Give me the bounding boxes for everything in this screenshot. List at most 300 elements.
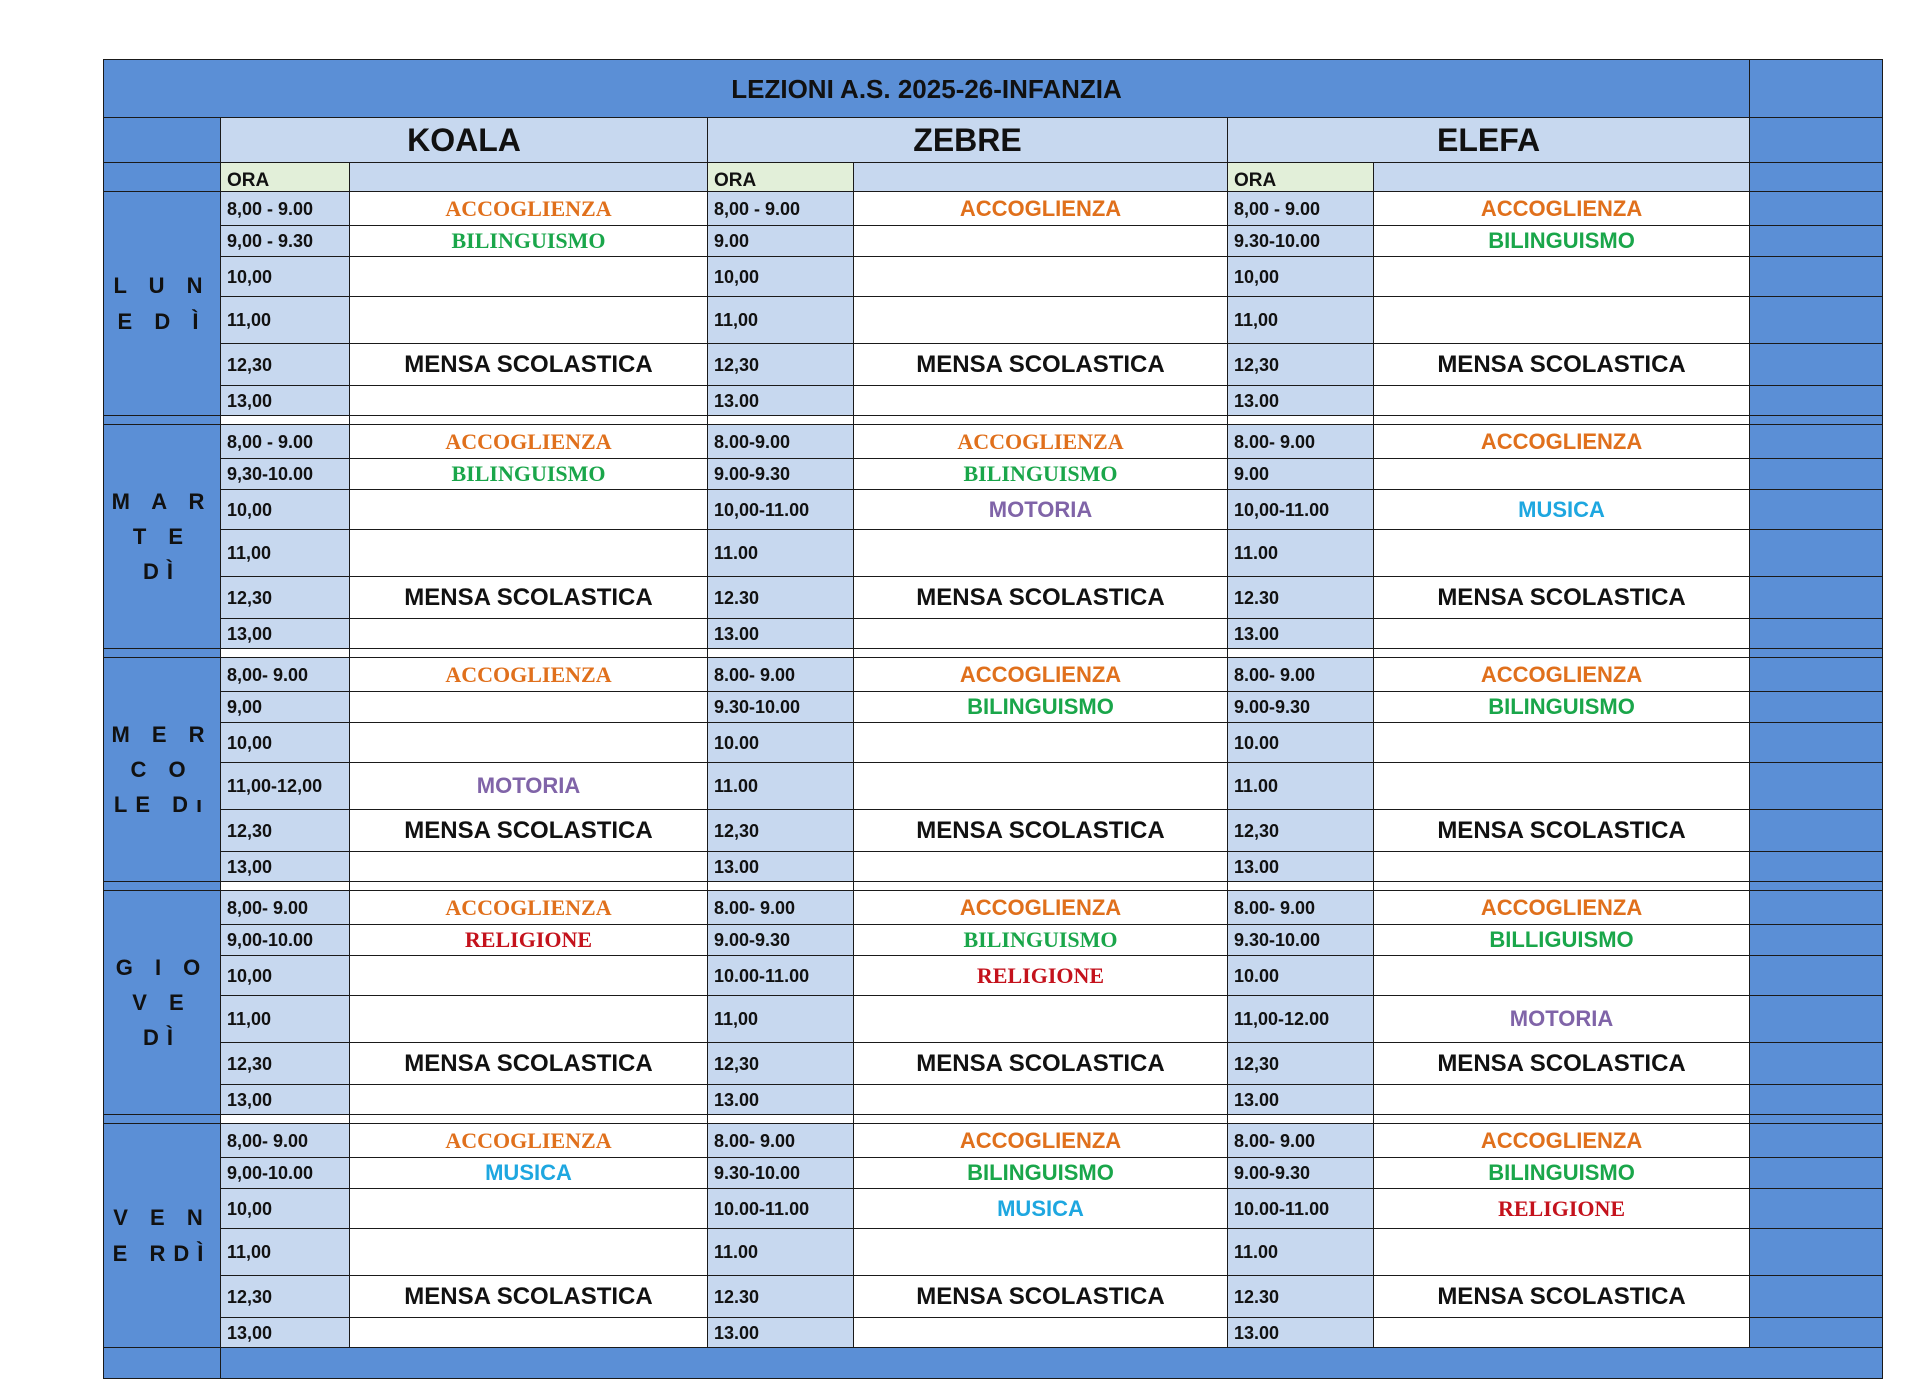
table-row bbox=[104, 577, 1883, 619]
activity-cell-zebre bbox=[854, 763, 1228, 810]
activity-cell-elefa: BILINGUISMO bbox=[1374, 692, 1750, 723]
activity-cell-koala bbox=[350, 257, 708, 297]
table-row bbox=[104, 658, 1883, 692]
time-cell-elefa: 11,00-12.00 bbox=[1228, 996, 1374, 1043]
side-cell bbox=[1750, 1318, 1883, 1348]
side-cell bbox=[1750, 723, 1883, 763]
time-cell-zebre: 9.00-9.30 bbox=[708, 459, 854, 490]
table-row bbox=[104, 226, 1883, 257]
separator-cell bbox=[350, 882, 708, 891]
table-row bbox=[104, 425, 1883, 459]
separator-cell bbox=[1750, 416, 1883, 425]
table-row bbox=[104, 619, 1883, 649]
time-cell-elefa: 10.00 bbox=[1228, 723, 1374, 763]
separator-cell bbox=[1750, 882, 1883, 891]
table-row bbox=[104, 996, 1883, 1043]
side-cell bbox=[1750, 810, 1883, 852]
table-row bbox=[104, 192, 1883, 226]
separator-cell bbox=[1228, 1115, 1374, 1124]
table-row bbox=[104, 1318, 1883, 1348]
separator-cell bbox=[854, 649, 1228, 658]
time-cell-elefa: 9.00-9.30 bbox=[1228, 692, 1374, 723]
day-label: M E R C O LE Dı bbox=[104, 658, 221, 882]
time-cell-elefa: 12,30 bbox=[1228, 1043, 1374, 1085]
time-cell-zebre: 13.00 bbox=[708, 1085, 854, 1115]
table-row bbox=[104, 530, 1883, 577]
time-cell-koala: 9,00-10.00 bbox=[221, 1158, 350, 1189]
activity-cell-elefa bbox=[1374, 530, 1750, 577]
activity-cell-elefa: BILLIGUISMO bbox=[1374, 925, 1750, 956]
time-cell-koala: 9,30-10.00 bbox=[221, 459, 350, 490]
separator-cell bbox=[854, 1115, 1228, 1124]
separator-cell bbox=[350, 416, 708, 425]
time-cell-zebre: 9.00 bbox=[708, 226, 854, 257]
footer-corner bbox=[104, 1348, 221, 1379]
side-cell bbox=[1750, 257, 1883, 297]
separator-cell bbox=[221, 882, 350, 891]
time-cell-zebre: 10,00 bbox=[708, 257, 854, 297]
time-cell-elefa: 13.00 bbox=[1228, 1318, 1374, 1348]
footer-bar bbox=[221, 1348, 1883, 1379]
time-cell-zebre: 13.00 bbox=[708, 619, 854, 649]
corner-cell bbox=[104, 118, 221, 163]
activity-cell-elefa: MENSA SCOLASTICA bbox=[1374, 1276, 1750, 1318]
time-cell-elefa: 13.00 bbox=[1228, 852, 1374, 882]
activity-cell-koala: MENSA SCOLASTICA bbox=[350, 1043, 708, 1085]
time-cell-koala: 8,00 - 9.00 bbox=[221, 425, 350, 459]
activity-cell-zebre bbox=[854, 297, 1228, 344]
activity-cell-koala: MENSA SCOLASTICA bbox=[350, 810, 708, 852]
time-cell-koala: 12,30 bbox=[221, 1043, 350, 1085]
activity-cell-zebre bbox=[854, 1085, 1228, 1115]
time-cell-elefa: 9.30-10.00 bbox=[1228, 226, 1374, 257]
activity-cell-elefa bbox=[1374, 1085, 1750, 1115]
time-cell-elefa: 9.30-10.00 bbox=[1228, 925, 1374, 956]
separator-cell bbox=[708, 882, 854, 891]
table-row bbox=[104, 257, 1883, 297]
separator-cell bbox=[1228, 416, 1374, 425]
time-cell-zebre: 9.30-10.00 bbox=[708, 692, 854, 723]
time-cell-elefa: 9.00 bbox=[1228, 459, 1374, 490]
time-cell-zebre: 10.00-11.00 bbox=[708, 1189, 854, 1229]
table-row bbox=[104, 1158, 1883, 1189]
time-cell-elefa: 10.00-11.00 bbox=[1228, 1189, 1374, 1229]
separator-cell bbox=[854, 882, 1228, 891]
side-cell bbox=[1750, 852, 1883, 882]
time-cell-koala: 8,00- 9.00 bbox=[221, 1124, 350, 1158]
time-cell-zebre: 8.00- 9.00 bbox=[708, 1124, 854, 1158]
time-cell-koala: 8,00- 9.00 bbox=[221, 891, 350, 925]
day-label: G I O V E DÌ bbox=[104, 891, 221, 1115]
activity-cell-zebre bbox=[854, 386, 1228, 416]
time-cell-elefa: 11.00 bbox=[1228, 530, 1374, 577]
time-cell-elefa: 10,00-11.00 bbox=[1228, 490, 1374, 530]
activity-cell-elefa bbox=[1374, 297, 1750, 344]
time-cell-elefa: 11,00 bbox=[1228, 297, 1374, 344]
table-row bbox=[104, 956, 1883, 996]
time-cell-koala: 12,30 bbox=[221, 810, 350, 852]
time-cell-elefa: 8.00- 9.00 bbox=[1228, 425, 1374, 459]
activity-cell-elefa: BILINGUISMO bbox=[1374, 1158, 1750, 1189]
table-row bbox=[104, 763, 1883, 810]
time-cell-elefa: 12,30 bbox=[1228, 810, 1374, 852]
time-cell-elefa: 13.00 bbox=[1228, 386, 1374, 416]
table-row bbox=[104, 692, 1883, 723]
table-row bbox=[104, 1189, 1883, 1229]
table-row bbox=[104, 1124, 1883, 1158]
separator-cell bbox=[221, 649, 350, 658]
activity-cell-elefa: MENSA SCOLASTICA bbox=[1374, 1043, 1750, 1085]
corner-cell bbox=[104, 163, 221, 192]
time-cell-zebre: 11.00 bbox=[708, 1229, 854, 1276]
time-cell-zebre: 13.00 bbox=[708, 1318, 854, 1348]
time-cell-zebre: 11,00 bbox=[708, 996, 854, 1043]
time-cell-elefa: 12.30 bbox=[1228, 577, 1374, 619]
table-row bbox=[104, 723, 1883, 763]
activity-cell-elefa bbox=[1374, 257, 1750, 297]
activity-cell-zebre: MOTORIA bbox=[854, 490, 1228, 530]
side-cell bbox=[1750, 577, 1883, 619]
activity-cell-elefa: MUSICA bbox=[1374, 490, 1750, 530]
activity-cell-koala: ACCOGLIENZA bbox=[350, 425, 708, 459]
activity-cell-elefa: MOTORIA bbox=[1374, 996, 1750, 1043]
timetable bbox=[103, 59, 1883, 1379]
ora-spacer bbox=[854, 163, 1228, 192]
time-cell-koala: 13,00 bbox=[221, 1318, 350, 1348]
activity-cell-zebre: ACCOGLIENZA bbox=[854, 891, 1228, 925]
side-cell bbox=[1750, 192, 1883, 226]
side-cell bbox=[1750, 163, 1883, 192]
time-cell-koala: 8,00 - 9.00 bbox=[221, 192, 350, 226]
time-cell-elefa: 12.30 bbox=[1228, 1276, 1374, 1318]
separator-cell bbox=[708, 416, 854, 425]
separator-cell bbox=[221, 416, 350, 425]
ora-label-zebre: ORA bbox=[708, 163, 854, 192]
time-cell-elefa: 8,00 - 9.00 bbox=[1228, 192, 1374, 226]
day-label: V E N E RDÌ bbox=[104, 1124, 221, 1348]
day-separator bbox=[104, 649, 1883, 658]
ora-spacer bbox=[350, 163, 708, 192]
separator-cell bbox=[1750, 649, 1883, 658]
time-cell-zebre: 8.00- 9.00 bbox=[708, 891, 854, 925]
activity-cell-zebre bbox=[854, 852, 1228, 882]
time-cell-koala: 10,00 bbox=[221, 257, 350, 297]
day-separator bbox=[104, 1115, 1883, 1124]
activity-cell-koala bbox=[350, 723, 708, 763]
activity-cell-elefa: ACCOGLIENZA bbox=[1374, 1124, 1750, 1158]
activity-cell-zebre bbox=[854, 723, 1228, 763]
activity-cell-zebre: MENSA SCOLASTICA bbox=[854, 1043, 1228, 1085]
time-cell-zebre: 12,30 bbox=[708, 810, 854, 852]
table-row bbox=[104, 852, 1883, 882]
time-cell-koala: 10,00 bbox=[221, 490, 350, 530]
table-row bbox=[104, 490, 1883, 530]
time-cell-koala: 9,00-10.00 bbox=[221, 925, 350, 956]
activity-cell-elefa bbox=[1374, 763, 1750, 810]
activity-cell-elefa bbox=[1374, 723, 1750, 763]
activity-cell-zebre: MENSA SCOLASTICA bbox=[854, 810, 1228, 852]
class-header-elefa: ELEFA bbox=[1228, 118, 1750, 163]
day-label: M A R T E DÌ bbox=[104, 425, 221, 649]
activity-cell-koala: ACCOGLIENZA bbox=[350, 1124, 708, 1158]
activity-cell-koala: MENSA SCOLASTICA bbox=[350, 577, 708, 619]
activity-cell-zebre: MENSA SCOLASTICA bbox=[854, 1276, 1228, 1318]
separator-cell bbox=[104, 649, 221, 658]
side-cell bbox=[1750, 1043, 1883, 1085]
activity-cell-koala bbox=[350, 1229, 708, 1276]
side-cell bbox=[1750, 619, 1883, 649]
time-cell-koala: 13,00 bbox=[221, 386, 350, 416]
day-separator bbox=[104, 882, 1883, 891]
separator-cell bbox=[1374, 649, 1750, 658]
side-cell bbox=[1750, 692, 1883, 723]
time-cell-koala: 10,00 bbox=[221, 1189, 350, 1229]
time-cell-zebre: 8.00-9.00 bbox=[708, 425, 854, 459]
activity-cell-elefa bbox=[1374, 386, 1750, 416]
time-cell-zebre: 12.30 bbox=[708, 1276, 854, 1318]
ora-spacer bbox=[1374, 163, 1750, 192]
separator-cell bbox=[350, 1115, 708, 1124]
time-cell-zebre: 9.00-9.30 bbox=[708, 925, 854, 956]
activity-cell-koala bbox=[350, 1085, 708, 1115]
time-cell-zebre: 10.00-11.00 bbox=[708, 956, 854, 996]
activity-cell-koala: MENSA SCOLASTICA bbox=[350, 1276, 708, 1318]
time-cell-zebre: 8.00- 9.00 bbox=[708, 658, 854, 692]
time-cell-zebre: 13.00 bbox=[708, 386, 854, 416]
time-cell-zebre: 13.00 bbox=[708, 852, 854, 882]
page-title: LEZIONI A.S. 2025-26-INFANZIA bbox=[104, 60, 1750, 118]
time-cell-elefa: 11.00 bbox=[1228, 1229, 1374, 1276]
activity-cell-koala: ACCOGLIENZA bbox=[350, 192, 708, 226]
separator-cell bbox=[854, 416, 1228, 425]
side-cell bbox=[1750, 386, 1883, 416]
activity-cell-zebre: BILINGUISMO bbox=[854, 459, 1228, 490]
side-cell bbox=[1750, 425, 1883, 459]
activity-cell-koala bbox=[350, 956, 708, 996]
ora-label-koala: ORA bbox=[221, 163, 350, 192]
side-cell bbox=[1750, 226, 1883, 257]
activity-cell-koala bbox=[350, 490, 708, 530]
side-cell bbox=[1750, 1085, 1883, 1115]
time-cell-zebre: 12,30 bbox=[708, 1043, 854, 1085]
activity-cell-koala bbox=[350, 1318, 708, 1348]
separator-cell bbox=[1228, 882, 1374, 891]
time-cell-koala: 10,00 bbox=[221, 956, 350, 996]
activity-cell-koala: BILINGUISMO bbox=[350, 459, 708, 490]
activity-cell-koala: MENSA SCOLASTICA bbox=[350, 344, 708, 386]
activity-cell-zebre: MENSA SCOLASTICA bbox=[854, 577, 1228, 619]
time-cell-koala: 11,00 bbox=[221, 297, 350, 344]
activity-cell-koala: BILINGUISMO bbox=[350, 226, 708, 257]
side-cell bbox=[1750, 459, 1883, 490]
time-cell-zebre: 10,00-11.00 bbox=[708, 490, 854, 530]
activity-cell-zebre bbox=[854, 257, 1228, 297]
separator-cell bbox=[1374, 1115, 1750, 1124]
separator-cell bbox=[1228, 649, 1374, 658]
table-row bbox=[104, 459, 1883, 490]
activity-cell-zebre: ACCOGLIENZA bbox=[854, 192, 1228, 226]
side-cell bbox=[1750, 297, 1883, 344]
side-cell bbox=[1750, 1189, 1883, 1229]
separator-cell bbox=[221, 1115, 350, 1124]
activity-cell-elefa bbox=[1374, 1318, 1750, 1348]
time-cell-koala: 9,00 bbox=[221, 692, 350, 723]
activity-cell-elefa: MENSA SCOLASTICA bbox=[1374, 577, 1750, 619]
footer-row bbox=[104, 1348, 1883, 1379]
time-cell-zebre: 8,00 - 9.00 bbox=[708, 192, 854, 226]
time-cell-elefa: 9.00-9.30 bbox=[1228, 1158, 1374, 1189]
side-cell bbox=[1750, 1229, 1883, 1276]
time-cell-elefa: 13.00 bbox=[1228, 1085, 1374, 1115]
activity-cell-koala: MOTORIA bbox=[350, 763, 708, 810]
activity-cell-elefa bbox=[1374, 1229, 1750, 1276]
activity-cell-elefa: ACCOGLIENZA bbox=[1374, 658, 1750, 692]
table-row bbox=[104, 1276, 1883, 1318]
time-cell-elefa: 8.00- 9.00 bbox=[1228, 658, 1374, 692]
activity-cell-koala bbox=[350, 530, 708, 577]
time-cell-zebre: 9.30-10.00 bbox=[708, 1158, 854, 1189]
table-row bbox=[104, 1085, 1883, 1115]
time-cell-koala: 11,00 bbox=[221, 530, 350, 577]
activity-cell-elefa bbox=[1374, 619, 1750, 649]
side-cell bbox=[1750, 490, 1883, 530]
time-cell-zebre: 11,00 bbox=[708, 297, 854, 344]
time-cell-koala: 11,00 bbox=[221, 1229, 350, 1276]
time-cell-elefa: 10,00 bbox=[1228, 257, 1374, 297]
activity-cell-zebre: ACCOGLIENZA bbox=[854, 1124, 1228, 1158]
activity-cell-zebre: ACCOGLIENZA bbox=[854, 658, 1228, 692]
activity-cell-elefa bbox=[1374, 956, 1750, 996]
side-cell bbox=[1750, 1276, 1883, 1318]
time-cell-koala: 13,00 bbox=[221, 619, 350, 649]
title-side-cell bbox=[1750, 60, 1883, 118]
activity-cell-zebre bbox=[854, 530, 1228, 577]
activity-cell-elefa: ACCOGLIENZA bbox=[1374, 192, 1750, 226]
table-row bbox=[104, 1043, 1883, 1085]
activity-cell-zebre bbox=[854, 1229, 1228, 1276]
activity-cell-elefa: MENSA SCOLASTICA bbox=[1374, 344, 1750, 386]
activity-cell-zebre bbox=[854, 619, 1228, 649]
table-row bbox=[104, 1229, 1883, 1276]
separator-cell bbox=[1374, 416, 1750, 425]
separator-cell bbox=[708, 1115, 854, 1124]
activity-cell-zebre: MUSICA bbox=[854, 1189, 1228, 1229]
side-cell bbox=[1750, 1124, 1883, 1158]
table-row bbox=[104, 297, 1883, 344]
side-cell bbox=[1750, 891, 1883, 925]
activity-cell-elefa: BILINGUISMO bbox=[1374, 226, 1750, 257]
activity-cell-koala bbox=[350, 386, 708, 416]
time-cell-elefa: 8.00- 9.00 bbox=[1228, 891, 1374, 925]
activity-cell-elefa: ACCOGLIENZA bbox=[1374, 891, 1750, 925]
separator-cell bbox=[104, 882, 221, 891]
day-label: L U N E D Ì bbox=[104, 192, 221, 416]
activity-cell-koala bbox=[350, 852, 708, 882]
separator-cell bbox=[104, 1115, 221, 1124]
time-cell-zebre: 12,30 bbox=[708, 344, 854, 386]
side-cell bbox=[1750, 996, 1883, 1043]
time-cell-koala: 12,30 bbox=[221, 344, 350, 386]
time-cell-koala: 13,00 bbox=[221, 1085, 350, 1115]
time-cell-koala: 9,00 - 9.30 bbox=[221, 226, 350, 257]
separator-cell bbox=[1374, 882, 1750, 891]
activity-cell-koala: ACCOGLIENZA bbox=[350, 658, 708, 692]
activity-cell-zebre: ACCOGLIENZA bbox=[854, 425, 1228, 459]
side-cell bbox=[1750, 530, 1883, 577]
class-header-zebre: ZEBRE bbox=[708, 118, 1228, 163]
time-cell-koala: 11,00-12,00 bbox=[221, 763, 350, 810]
activity-cell-elefa: ACCOGLIENZA bbox=[1374, 425, 1750, 459]
time-cell-elefa: 10.00 bbox=[1228, 956, 1374, 996]
activity-cell-koala bbox=[350, 1189, 708, 1229]
side-cell bbox=[1750, 658, 1883, 692]
table-row bbox=[104, 344, 1883, 386]
side-cell bbox=[1750, 763, 1883, 810]
time-cell-elefa: 13.00 bbox=[1228, 619, 1374, 649]
time-cell-zebre: 11.00 bbox=[708, 530, 854, 577]
time-cell-koala: 12,30 bbox=[221, 577, 350, 619]
time-cell-koala: 13,00 bbox=[221, 852, 350, 882]
activity-cell-koala: RELIGIONE bbox=[350, 925, 708, 956]
time-cell-elefa: 11.00 bbox=[1228, 763, 1374, 810]
activity-cell-koala bbox=[350, 996, 708, 1043]
side-cell bbox=[1750, 925, 1883, 956]
side-cell bbox=[1750, 118, 1883, 163]
activity-cell-elefa bbox=[1374, 459, 1750, 490]
day-separator bbox=[104, 416, 1883, 425]
time-cell-zebre: 12.30 bbox=[708, 577, 854, 619]
activity-cell-elefa: RELIGIONE bbox=[1374, 1189, 1750, 1229]
ora-label-elefa: ORA bbox=[1228, 163, 1374, 192]
activity-cell-zebre: BILINGUISMO bbox=[854, 1158, 1228, 1189]
separator-cell bbox=[350, 649, 708, 658]
activity-cell-zebre: BILINGUISMO bbox=[854, 925, 1228, 956]
time-cell-zebre: 11.00 bbox=[708, 763, 854, 810]
activity-cell-zebre bbox=[854, 1318, 1228, 1348]
time-cell-koala: 10,00 bbox=[221, 723, 350, 763]
activity-cell-zebre bbox=[854, 226, 1228, 257]
activity-cell-koala: ACCOGLIENZA bbox=[350, 891, 708, 925]
time-cell-koala: 11,00 bbox=[221, 996, 350, 1043]
separator-cell bbox=[708, 649, 854, 658]
activity-cell-koala: MUSICA bbox=[350, 1158, 708, 1189]
time-cell-zebre: 10.00 bbox=[708, 723, 854, 763]
activity-cell-zebre: RELIGIONE bbox=[854, 956, 1228, 996]
side-cell bbox=[1750, 956, 1883, 996]
activity-cell-koala bbox=[350, 692, 708, 723]
time-cell-elefa: 12,30 bbox=[1228, 344, 1374, 386]
separator-cell bbox=[1750, 1115, 1883, 1124]
table-row bbox=[104, 386, 1883, 416]
activity-cell-koala bbox=[350, 297, 708, 344]
time-cell-koala: 8,00- 9.00 bbox=[221, 658, 350, 692]
activity-cell-elefa: MENSA SCOLASTICA bbox=[1374, 810, 1750, 852]
time-cell-elefa: 8.00- 9.00 bbox=[1228, 1124, 1374, 1158]
separator-cell bbox=[104, 416, 221, 425]
activity-cell-zebre: MENSA SCOLASTICA bbox=[854, 344, 1228, 386]
activity-cell-elefa bbox=[1374, 852, 1750, 882]
side-cell bbox=[1750, 344, 1883, 386]
table-row bbox=[104, 891, 1883, 925]
class-header-koala: KOALA bbox=[221, 118, 708, 163]
table-row bbox=[104, 810, 1883, 852]
side-cell bbox=[1750, 1158, 1883, 1189]
table-row bbox=[104, 925, 1883, 956]
activity-cell-koala bbox=[350, 619, 708, 649]
activity-cell-zebre: BILINGUISMO bbox=[854, 692, 1228, 723]
activity-cell-zebre bbox=[854, 996, 1228, 1043]
time-cell-koala: 12,30 bbox=[221, 1276, 350, 1318]
